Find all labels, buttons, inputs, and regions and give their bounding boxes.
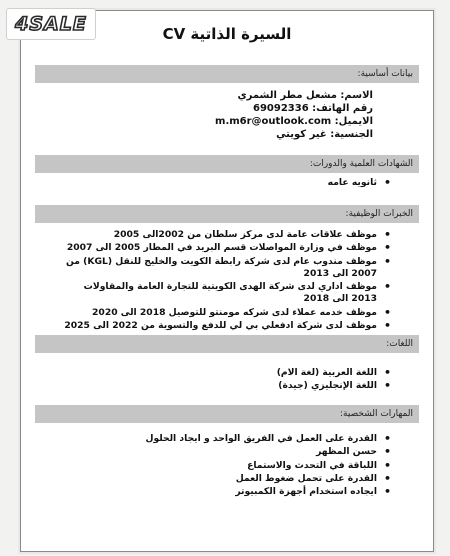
section-heading-skills: المهارات الشخصية: bbox=[35, 405, 419, 423]
list-item: • موظف خدمه عملاء لدى شركه مومنتو للتوصيل 2018 الى 2020 bbox=[63, 307, 395, 319]
name-line: الاسم: مشعل مطر الشمري bbox=[237, 90, 373, 101]
section-heading-basic: بيانات أساسية: bbox=[35, 65, 419, 83]
nationality-line: الجنسية: غير كويتي bbox=[276, 129, 373, 140]
list-item: • اللغة العربية (لغة الام) bbox=[277, 367, 395, 379]
list-item: • اللباقة في التحدث والاستماع bbox=[146, 460, 396, 472]
section-heading-experience: الخبرات الوظيفية: bbox=[35, 205, 419, 223]
list-item: • موظف مندوب عام لدى شركة رابطة الكويت والخليج للنقل (KGL) من 2007 الى 2013 bbox=[63, 256, 395, 281]
email-label: الايميل: bbox=[334, 116, 373, 127]
list-item: • حسن المظهر bbox=[146, 446, 396, 458]
list-item: • موظف لدى شركة ادفعلي بي لي للدفع والتسوية من 2022 الى 2025 bbox=[63, 320, 395, 332]
watermark-logo bbox=[6, 8, 96, 40]
experience-list bbox=[63, 229, 395, 333]
list-item: • القدرة على تحمل ضغوط العمل bbox=[146, 473, 396, 485]
email-value: m.m6r@outlook.com bbox=[215, 116, 332, 127]
cv-page bbox=[20, 10, 434, 552]
skills-list bbox=[146, 433, 396, 499]
list-item: • ثانويه عامه bbox=[328, 177, 395, 189]
section-heading-languages: اللغات: bbox=[35, 335, 419, 353]
languages-list bbox=[277, 367, 395, 394]
phone-line: رقم الهاتف: 69092336 bbox=[253, 103, 373, 114]
cv-title: السيرة الذاتية CV bbox=[162, 25, 292, 43]
list-item: • ايجاده استخدام أجهزة الكمبيوتر bbox=[146, 486, 396, 498]
basic-info-block bbox=[215, 89, 373, 141]
section-heading-education: الشهادات العلمية والدورات: bbox=[35, 155, 419, 173]
list-item: • القدرة على العمل في الفريق الواحد و ايجاد الحلول bbox=[146, 433, 396, 445]
list-item: • موظف في وزارة المواصلات قسم البريد في المطار 2005 الى 2007 bbox=[63, 242, 395, 254]
education-list bbox=[328, 177, 395, 190]
list-item: • اللغة الإنجليزي (جيدة) bbox=[277, 380, 395, 392]
email-line bbox=[215, 115, 373, 128]
watermark-text: 4SALE bbox=[15, 13, 87, 35]
list-item: • موظف علاقات عامة لدى مركز سلطان من 2002الى 2005 bbox=[63, 229, 395, 241]
list-item: • موظف اداري لدى شركة الهدى الكويتية للتجارة العامة والمقاولات 2013 الى 2018 bbox=[63, 281, 395, 306]
